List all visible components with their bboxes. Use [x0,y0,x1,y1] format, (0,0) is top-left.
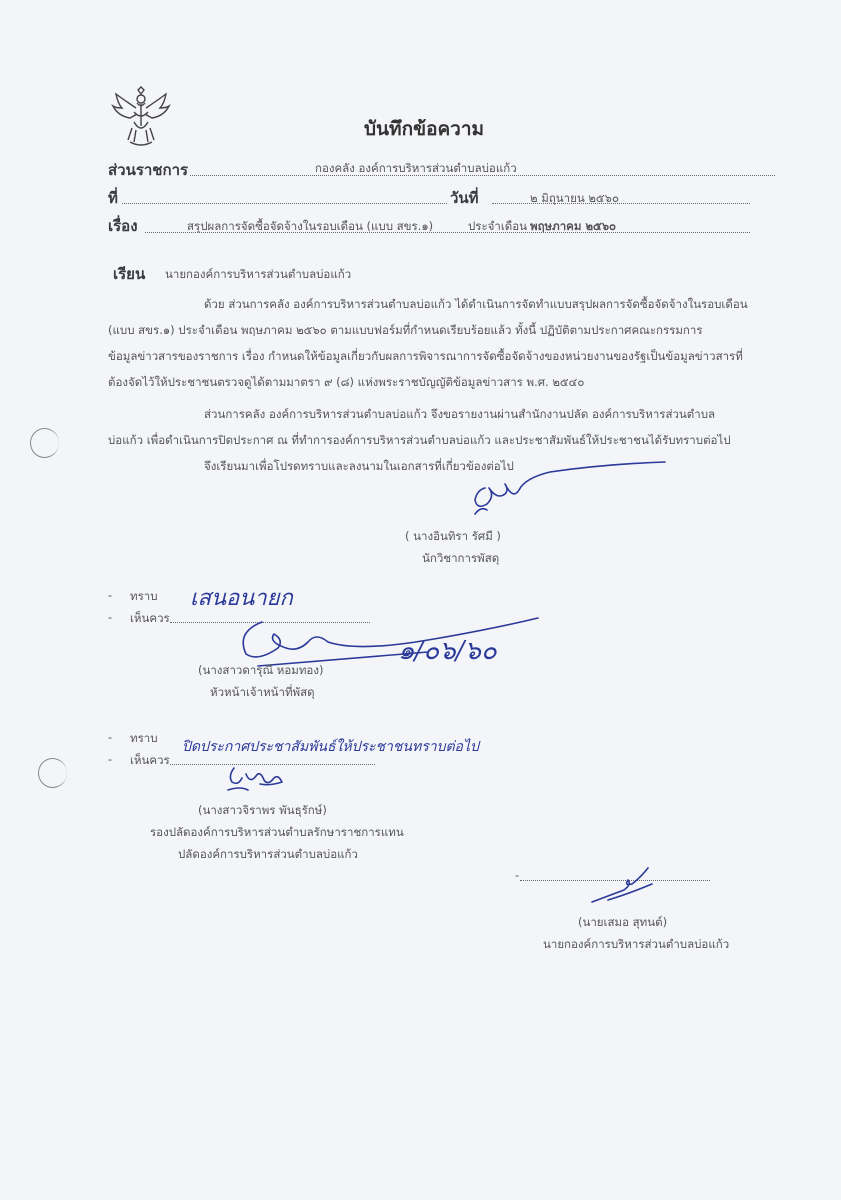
final-dash: - [515,868,520,882]
approval2-ack: ทราบ [130,731,158,745]
approval2-position-2: ปลัดองค์การบริหารส่วนตำบลบ่อแก้ว [178,847,358,861]
para2-line2: บ่อแก้ว เพื่อดำเนินการปิดประกาศ ณ ที่ทำการองค์การบริหารส่วนตำบลบ่อแก้ว และประชาสัมพันธ์ให้ประชาชนได้รับทราบต่อไป [108,433,731,447]
garuda-emblem-icon [110,86,172,148]
month-label: ประจำเดือน [468,219,528,233]
ref-label: ที่ [108,189,118,207]
subject-value: สรุปผลการจัดซื้อจัดจ้างในรอบเดือน (แบบ สขร.๑) [187,219,434,233]
approval1-opinion-label: เห็นควร [130,611,170,625]
approval2-opinion-label: เห็นควร [130,753,170,767]
para1-line3: ข้อมูลข่าวสารของราชการ เรื่อง กำหนดให้ข้อมูลเกี่ยวกับผลการพิจารณาการจัดซื้อจัดจ้างของหน่วยงานของรัฐเป็นข้อมูลข่าวสารที่ [108,349,743,363]
subject-label: เรื่อง [108,217,138,235]
para1-line1: ด้วย ส่วนการคลัง องค์การบริหารส่วนตำบลบ่อแก้ว ได้ดำเนินการจัดทำแบบสรุปผลการจัดซื้อจัดจ้างในรอบเดือน [204,297,748,311]
date-label: วันที่ [450,189,479,207]
date-value: ๒ มิถุนายน ๒๕๖๐ [530,191,619,205]
approval1-date-handwritten: ๑/๐๖/๖๐ [398,636,497,666]
para1-line2: (แบบ สขร.๑) ประจำเดือน พฤษภาคม ๒๕๖๐ ตามแบบฟอร์มที่กำหนดเรียบร้อยแล้ว ทั้งนี้ ปฏิบัติตามประกาศคณะกรรมการ [108,323,703,337]
signer1-name: ( นางอินทิรา รัศมี ) [405,529,501,543]
approval1-handwritten: เสนอนายก [190,586,293,611]
greeting-recipient: นายกองค์การบริหารส่วนตำบลบ่อแก้ว [165,267,352,281]
agency-label: ส่วนราชการ [108,161,189,179]
approval1-dash-2: - [108,610,113,624]
signer1-position: นักวิชาการพัสดุ [422,551,500,565]
signature-4 [588,862,658,908]
signature-3 [220,762,300,796]
ref-line [122,203,447,204]
agency-value: กองคลัง องค์การบริหารส่วนตำบลบ่อแก้ว [315,161,517,175]
month-value: พฤษภาคม ๒๕๖๐ [530,219,617,233]
para2-line1: ส่วนการคลัง องค์การบริหารส่วนตำบลบ่อแก้ว จึงขอรายงานผ่านสำนักงานปลัด องค์การบริหารส่วนตำบล [204,407,716,421]
approval2-name: (นางสาวจิราพร พันธุรักษ์) [198,803,327,817]
greeting-label: เรียน [113,265,146,283]
approval1-dash: - [108,588,113,602]
final-signer-name: (นายเสมอ สุทนต์) [578,915,668,929]
para1-line4: ต้องจัดไว้ให้ประชาชนตรวจดูได้ตามมาตรา ๙ (๘) แห่งพระราชบัญญัติข้อมูลข่าวสาร พ.ศ. ๒๕๔๐ [108,375,585,389]
final-signer-position: นายกองค์การบริหารส่วนตำบลบ่อแก้ว [543,937,730,951]
approval1-name: (นางสาวดารุณี หอมทอง) [198,663,324,677]
approval2-position-1: รองปลัดองค์การบริหารส่วนตำบลรักษาราชการแทน [150,825,404,839]
approval2-dash-2: - [108,752,113,766]
approval1-ack: ทราบ [130,589,158,603]
approval2-dash: - [108,730,113,744]
approval1-position: หัวหน้าเจ้าหน้าที่พัสดุ [210,685,315,699]
signature-1 [455,460,670,525]
para3: จึงเรียนมาเพื่อโปรดทราบและลงนามในเอกสารที่เกี่ยวข้องต่อไป [204,459,514,473]
document-title: บันทึกข้อความ [364,118,485,140]
approval2-handwritten: ปิดประกาศประชาสัมพันธ์ให้ประชาชนทราบต่อไป [182,739,479,755]
punch-hole [38,758,67,788]
punch-hole [30,428,59,458]
